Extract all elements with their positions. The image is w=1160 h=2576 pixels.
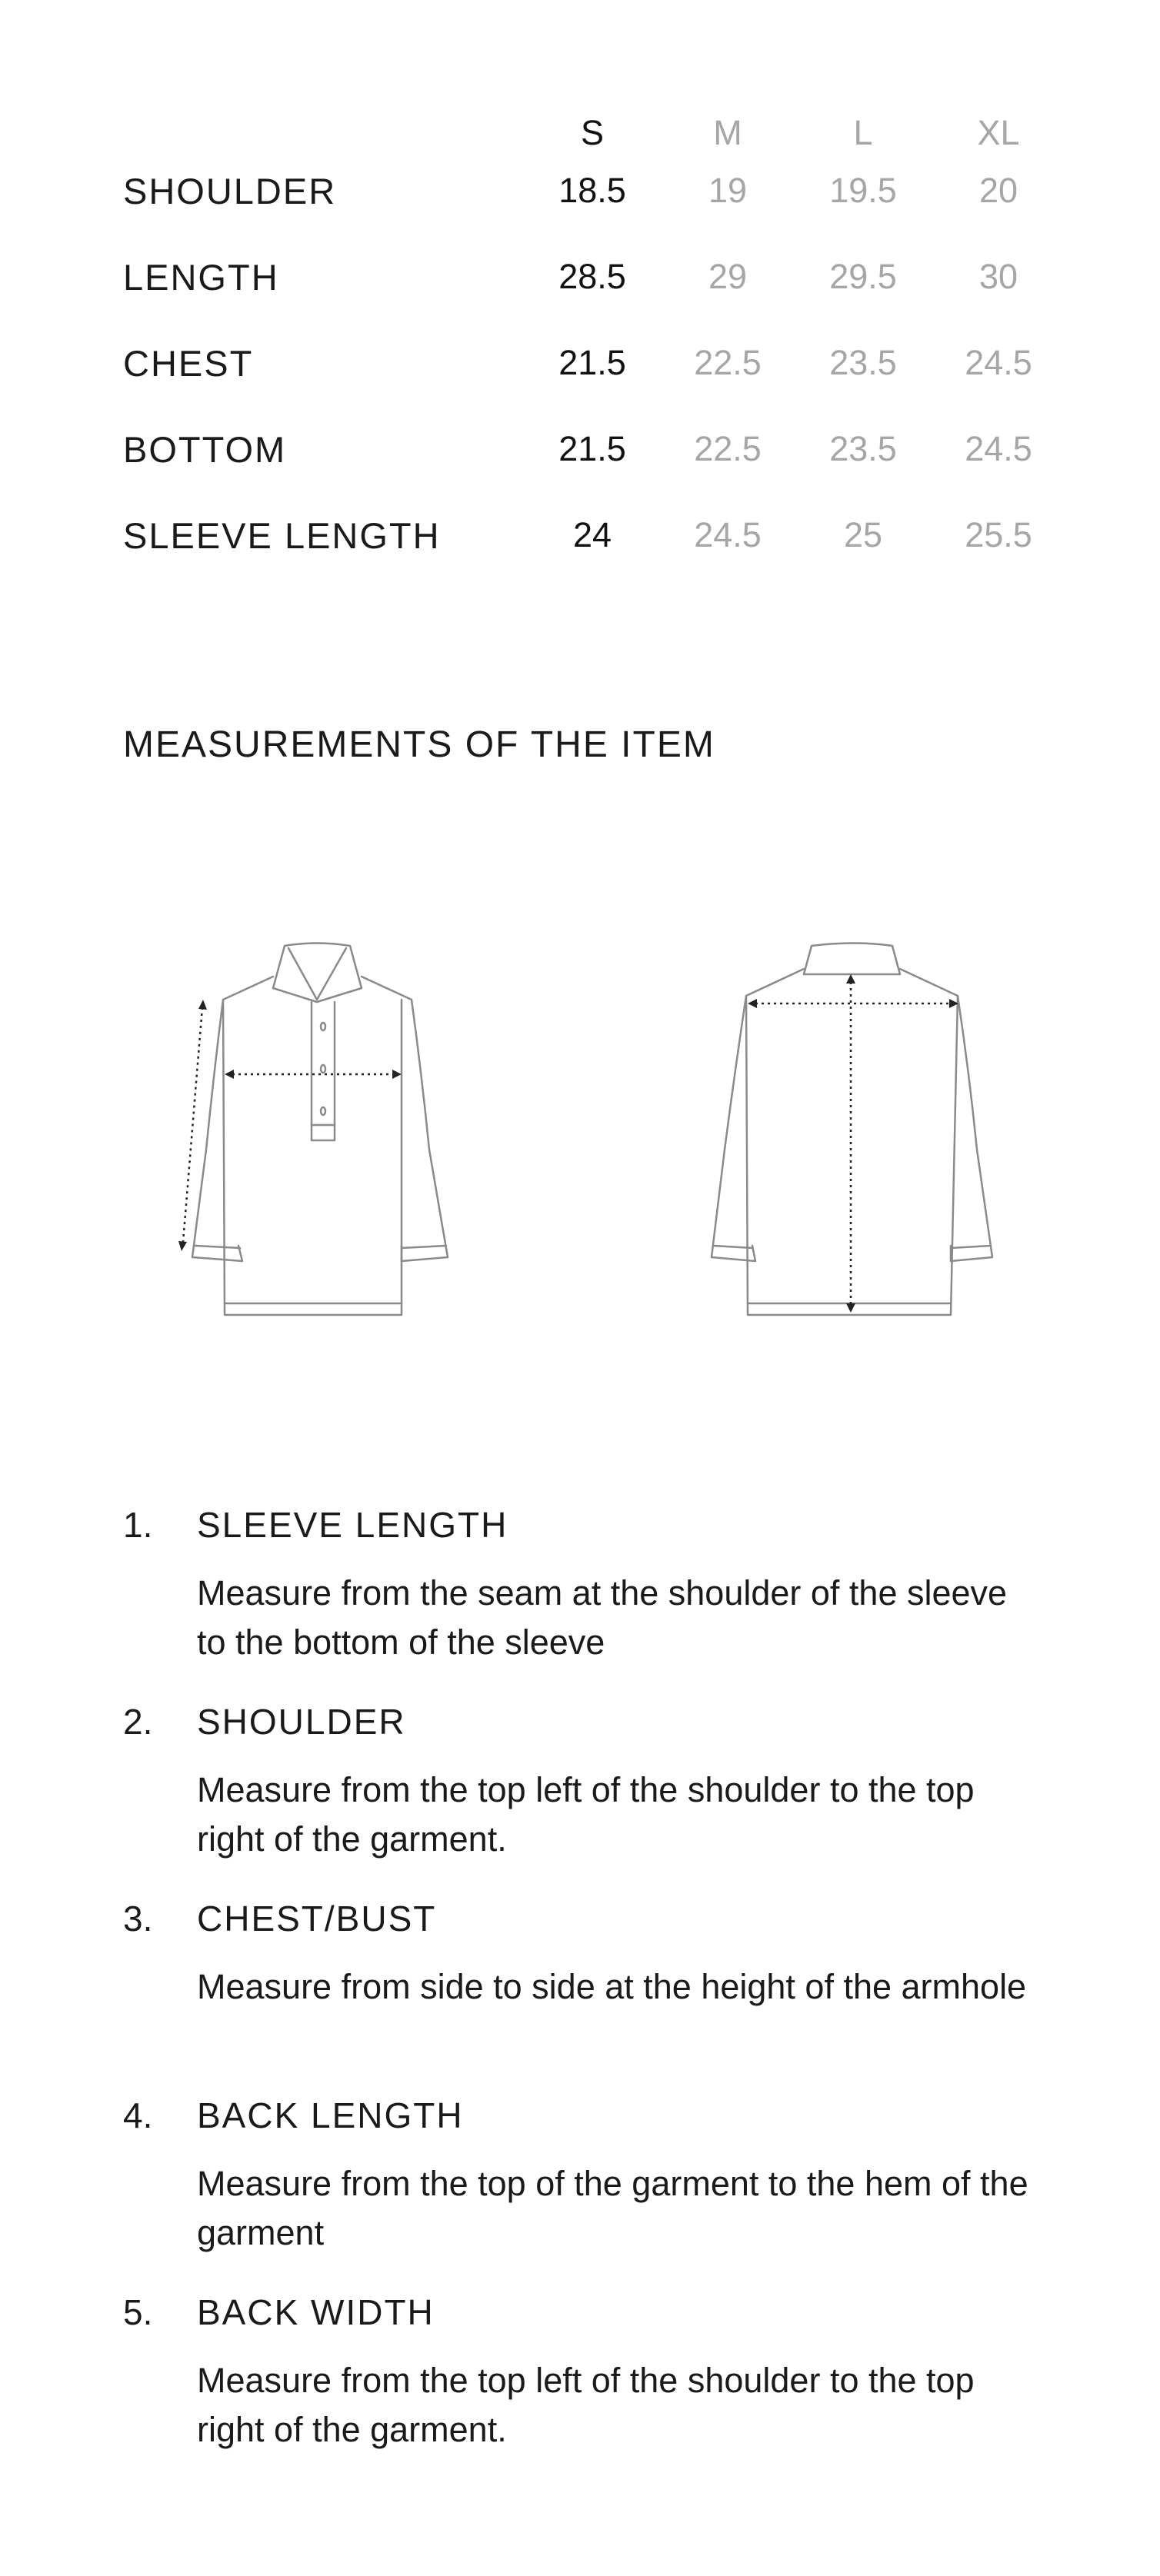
size-tab-m[interactable]: M — [713, 113, 742, 152]
list-item — [123, 1901, 1046, 2098]
table-cell: 30 — [978, 257, 1018, 296]
item-description: Measure from the seam at the shoulder of the sleeve to the bottom of the sleeve — [197, 1573, 1008, 1662]
item-description: Measure from the top left of the shoulder to the top right of the garment. — [197, 2361, 975, 2449]
table-cell: 29 — [708, 257, 748, 296]
table-cell: 25 — [843, 515, 883, 554]
shirt-front-measure-icon — [115, 919, 515, 1338]
measurement-instructions — [123, 1507, 1046, 2491]
row-label: CHEST — [123, 343, 254, 384]
table-row-sleeve-length — [123, 515, 1038, 604]
table-row-length — [123, 259, 1038, 345]
item-title: SHOULDER — [197, 1702, 406, 1742]
size-header-row — [123, 115, 1038, 173]
table-cell: 21.5 — [558, 429, 626, 468]
item-title: SLEEVE LENGTH — [197, 1505, 508, 1545]
row-label: SLEEVE LENGTH — [123, 515, 441, 556]
table-cell: 21.5 — [558, 343, 626, 382]
size-tab-xl[interactable]: XL — [977, 113, 1020, 152]
row-label: SHOULDER — [123, 171, 337, 211]
table-cell: 25.5 — [965, 515, 1032, 554]
item-number: 2. — [123, 1702, 153, 1742]
item-description: Measure from the top of the garment to the hem of the garment — [197, 2164, 1028, 2252]
list-item — [123, 2292, 1046, 2491]
size-tab-s[interactable]: S — [580, 113, 604, 152]
item-description: Measure from the top left of the shoulder to the top right of the garment. — [197, 1770, 975, 1859]
list-item — [123, 1507, 1046, 1704]
table-cell: 22.5 — [694, 429, 762, 468]
list-item — [123, 1704, 1046, 1901]
item-title: BACK WIDTH — [197, 2292, 435, 2332]
table-row-bottom — [123, 431, 1038, 518]
item-title: BACK LENGTH — [197, 2095, 464, 2135]
table-cell: 23.5 — [829, 429, 897, 468]
table-row-chest — [123, 345, 1038, 431]
table-cell: 20 — [978, 171, 1018, 210]
table-cell: 24 — [572, 515, 612, 554]
item-number: 5. — [123, 2292, 153, 2332]
item-title: CHEST/BUST — [197, 1899, 437, 1939]
item-number: 1. — [123, 1505, 153, 1545]
table-cell: 19.5 — [829, 171, 897, 210]
list-item — [123, 2095, 1046, 2295]
table-cell: 29.5 — [829, 257, 897, 296]
shirt-back-measure-icon — [669, 919, 1038, 1338]
row-label: LENGTH — [123, 257, 279, 298]
item-number: 3. — [123, 1899, 153, 1939]
table-cell: 24.5 — [965, 343, 1032, 382]
size-chart-table — [123, 115, 1038, 604]
size-tab-l[interactable]: L — [853, 113, 873, 152]
table-cell: 22.5 — [694, 343, 762, 382]
row-label: BOTTOM — [123, 429, 287, 470]
section-title: MEASUREMENTS OF THE ITEM — [123, 724, 715, 765]
table-cell: 24.5 — [694, 515, 762, 554]
item-description: Measure from side to side at the height of the armhole — [197, 1967, 1027, 2006]
table-cell: 24.5 — [965, 429, 1032, 468]
table-cell: 18.5 — [558, 171, 626, 210]
table-row-shoulder — [123, 173, 1038, 259]
item-number: 4. — [123, 2095, 153, 2135]
table-cell: 23.5 — [829, 343, 897, 382]
table-cell: 19 — [708, 171, 748, 210]
table-cell: 28.5 — [558, 257, 626, 296]
